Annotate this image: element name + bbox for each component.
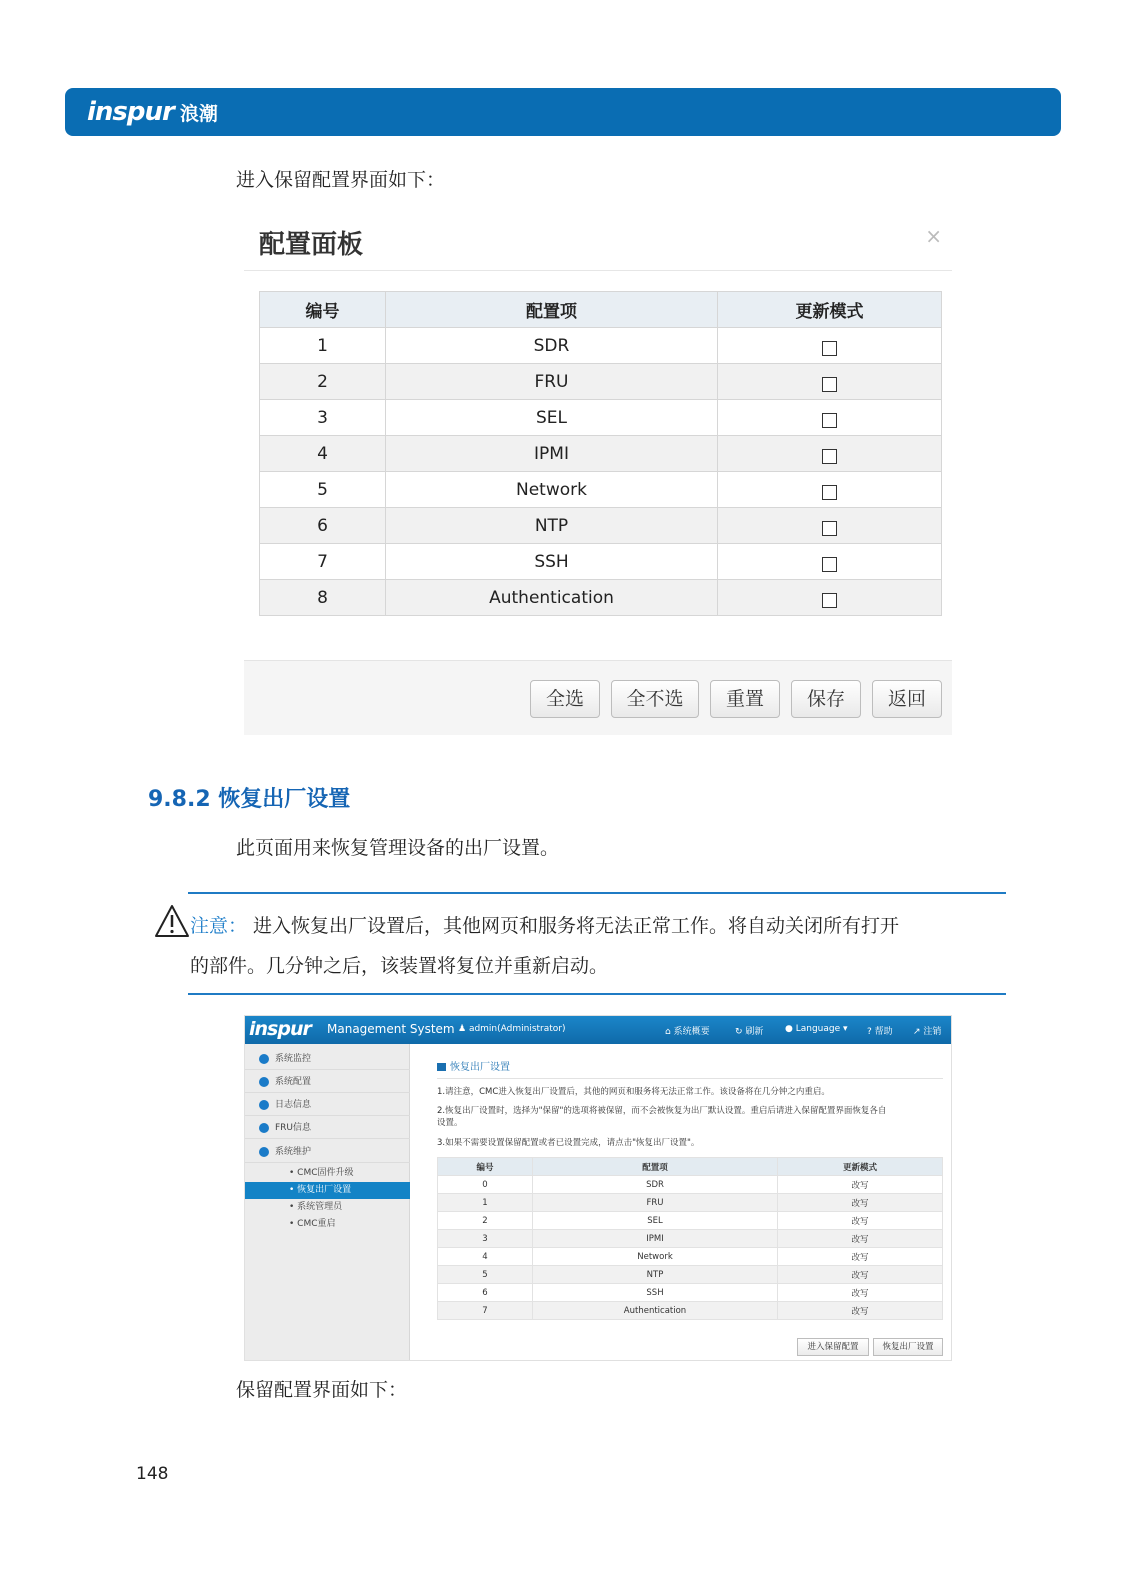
divider [437,1078,943,1079]
warning-icon [154,904,190,938]
save-button[interactable]: 保存 [791,680,861,718]
notice-item: 设置。 [437,1118,463,1128]
sidebar-sub-firmware[interactable]: • CMC固件升级 [289,1168,354,1178]
column-header: 更新模式 [778,1158,943,1176]
update-mode-checkbox[interactable] [822,593,837,608]
sidebar-sub-label: 系统管理员 [297,1202,343,1212]
notice-line: 的部件。几分钟之后，该装置将复位并重新启动。 [190,955,609,977]
gear-icon [259,1077,269,1087]
table-row [438,1176,943,1194]
table-row [260,472,942,508]
notice-top-rule [188,892,1006,894]
config-item: Network [386,472,718,508]
update-mode[interactable]: 改写 [778,1212,943,1230]
row-number: 5 [260,472,386,508]
update-mode-checkbox[interactable] [822,449,837,464]
update-mode[interactable]: 改写 [778,1284,943,1302]
update-mode-checkbox[interactable] [822,557,837,572]
column-header: 编号 [438,1158,533,1176]
config-item: SEL [386,400,718,436]
nav-overview[interactable] [665,1024,710,1037]
column-header: 更新模式 [718,292,942,328]
update-mode-checkbox[interactable] [822,413,837,428]
row-number: 3 [260,400,386,436]
panel-title: 配置面板 [259,230,364,260]
config-item: NTP [386,508,718,544]
row-number: 6 [438,1284,533,1302]
row-number: 7 [438,1302,533,1320]
inspur-logo: inspur [249,1018,311,1040]
home-icon: ⌂ [665,1027,671,1037]
system-name: Management System [327,1022,455,1036]
update-mode[interactable]: 改写 [778,1176,943,1194]
sidebar-item-label: 系统监控 [275,1054,312,1064]
monitor-icon [259,1054,269,1064]
update-mode[interactable]: 改写 [778,1194,943,1212]
sidebar-item-label: 日志信息 [275,1100,312,1110]
table-row [260,580,942,616]
config-panel [244,210,952,735]
row-number: 2 [438,1212,533,1230]
sidebar-item-monitor[interactable] [245,1048,410,1070]
factory-reset-button[interactable]: 恢复出厂设置 [873,1338,943,1356]
sidebar [245,1044,410,1361]
sidebar-sub-restart[interactable]: • CMC重启 [289,1219,336,1229]
config-item: FRU [533,1194,778,1212]
sidebar-sub-admin[interactable]: • 系统管理员 [289,1202,343,1212]
management-ui-screenshot [244,1015,952,1361]
row-number: 8 [260,580,386,616]
table-row [260,328,942,364]
config-item: SDR [386,328,718,364]
notice-item: 1.请注意，CMC进入恢复出厂设置后，其他的网页和服务将无法正常工作。该设备将在几分钟之内重启。 [437,1087,830,1097]
sidebar-item-logs[interactable] [245,1094,410,1116]
nav-refresh-label: 刷新 [745,1027,764,1037]
config-item: FRU [386,364,718,400]
config-item: NTP [533,1266,778,1284]
update-mode[interactable]: 改写 [778,1302,943,1320]
nav-refresh[interactable] [735,1024,763,1037]
sidebar-sub-label: CMC重启 [297,1219,336,1229]
row-number: 1 [260,328,386,364]
notice-item: 3.如果不需要设置保留配置或者已设置完成，请点击"恢复出厂设置"。 [437,1138,700,1148]
enter-preserve-button[interactable]: 进入保留配置 [797,1338,869,1356]
sidebar-item-maintenance[interactable] [245,1141,410,1163]
nav-logout-label: 注销 [923,1027,942,1037]
table-row [438,1248,943,1266]
table-row [438,1194,943,1212]
reset-button[interactable]: 重置 [710,680,780,718]
brand-chinese-name: 浪潮 [179,102,218,125]
config-item: SSH [386,544,718,580]
bottom-text: 保留配置界面如下： [236,1379,408,1401]
nav-help-label: 帮助 [874,1027,893,1037]
table-header-row [260,292,942,328]
table-header-row [438,1158,943,1176]
table-row [438,1266,943,1284]
config-item: SSH [533,1284,778,1302]
table-row [260,400,942,436]
column-header: 配置项 [533,1158,778,1176]
row-number: 4 [438,1248,533,1266]
row-number: 1 [438,1194,533,1212]
table-row [438,1212,943,1230]
sidebar-sub-factory-reset[interactable]: • 恢复出厂设置 [245,1182,410,1199]
row-number: 3 [438,1230,533,1248]
notice-text [190,906,1010,986]
row-number: 2 [260,364,386,400]
inspur-logo: inspur [87,97,174,127]
user-name: admin(Administrator) [468,1024,566,1034]
logout-icon: ↗ [913,1027,921,1037]
update-mode-checkbox[interactable] [822,521,837,536]
update-mode[interactable]: 改写 [778,1248,943,1266]
back-button[interactable]: 返回 [872,680,942,718]
table-row [438,1230,943,1248]
table-row [438,1284,943,1302]
globe-icon: ● [785,1024,793,1034]
nav-language[interactable] [785,1024,848,1034]
sidebar-sub-label: 恢复出厂设置 [297,1185,352,1195]
select-all-button[interactable]: 全选 [530,680,600,718]
wrench-icon [259,1147,269,1157]
refresh-icon: ↻ [735,1027,743,1037]
brand-header [65,88,1061,136]
config-item: Authentication [386,580,718,616]
sidebar-item-label: 系统配置 [275,1077,312,1087]
table-row [260,508,942,544]
update-mode-checkbox[interactable] [822,485,837,500]
section-heading: 9.8.2 恢复出厂设置 [148,787,351,812]
table-row [260,544,942,580]
update-mode-checkbox[interactable] [822,377,837,392]
config-table [259,291,942,616]
panel-footer [244,660,952,735]
update-mode[interactable]: 改写 [778,1230,943,1248]
sidebar-item-label: 系统维护 [275,1147,312,1157]
nav-logout[interactable] [913,1024,941,1037]
sidebar-item-config[interactable] [245,1071,410,1093]
table-row [438,1302,943,1320]
help-icon: ? [867,1027,872,1037]
top-bar [245,1016,952,1044]
notice-item: 2.恢复出厂设置时，选择为"保留"的选项将被保留，而不会被恢复为出厂默认设置。重启后请进入保留配置界面恢复各自 [437,1106,887,1116]
section-description: 此页面用来恢复管理设备的出厂设置。 [236,837,560,859]
table-row [260,436,942,472]
column-header: 编号 [260,292,386,328]
row-number: 6 [260,508,386,544]
config-item: IPMI [533,1230,778,1248]
factory-reset-table [437,1157,943,1320]
intro-text: 进入保留配置界面如下： [236,169,446,191]
update-mode-checkbox[interactable] [822,341,837,356]
divider [244,270,952,271]
select-none-button[interactable]: 全不选 [611,680,699,718]
row-number: 5 [438,1266,533,1284]
config-item: IPMI [386,436,718,472]
sidebar-item-label: FRU信息 [275,1123,312,1133]
notice-line: 进入恢复出厂设置后，其他网页和服务将无法正常工作。将自动关闭所有打开 [247,915,900,937]
config-item: SDR [533,1176,778,1194]
sidebar-sub-label: CMC固件升级 [297,1168,354,1178]
row-number: 7 [260,544,386,580]
config-item: Network [533,1248,778,1266]
user-label: ♟ admin(Administrator) [458,1024,566,1034]
nav-language-label: Language ▾ [795,1024,848,1034]
column-header: 配置项 [386,292,718,328]
page-number: 148 [136,1464,169,1484]
notice-bottom-rule [188,993,1006,995]
sidebar-item-fru[interactable] [245,1117,410,1139]
page-title [437,1058,510,1073]
row-number: 4 [260,436,386,472]
grid-icon [437,1063,446,1071]
fru-icon [259,1123,269,1133]
log-icon [259,1100,269,1110]
config-item: Authentication [533,1302,778,1320]
row-number: 0 [438,1176,533,1194]
config-item: SEL [533,1212,778,1230]
nav-help[interactable] [867,1024,893,1037]
table-row [260,364,942,400]
update-mode[interactable]: 改写 [778,1266,943,1284]
nav-overview-label: 系统概要 [673,1027,710,1037]
close-icon[interactable]: × [925,224,942,248]
notice-label: 注意： [190,915,248,937]
page-title-text: 恢复出厂设置 [450,1062,510,1073]
